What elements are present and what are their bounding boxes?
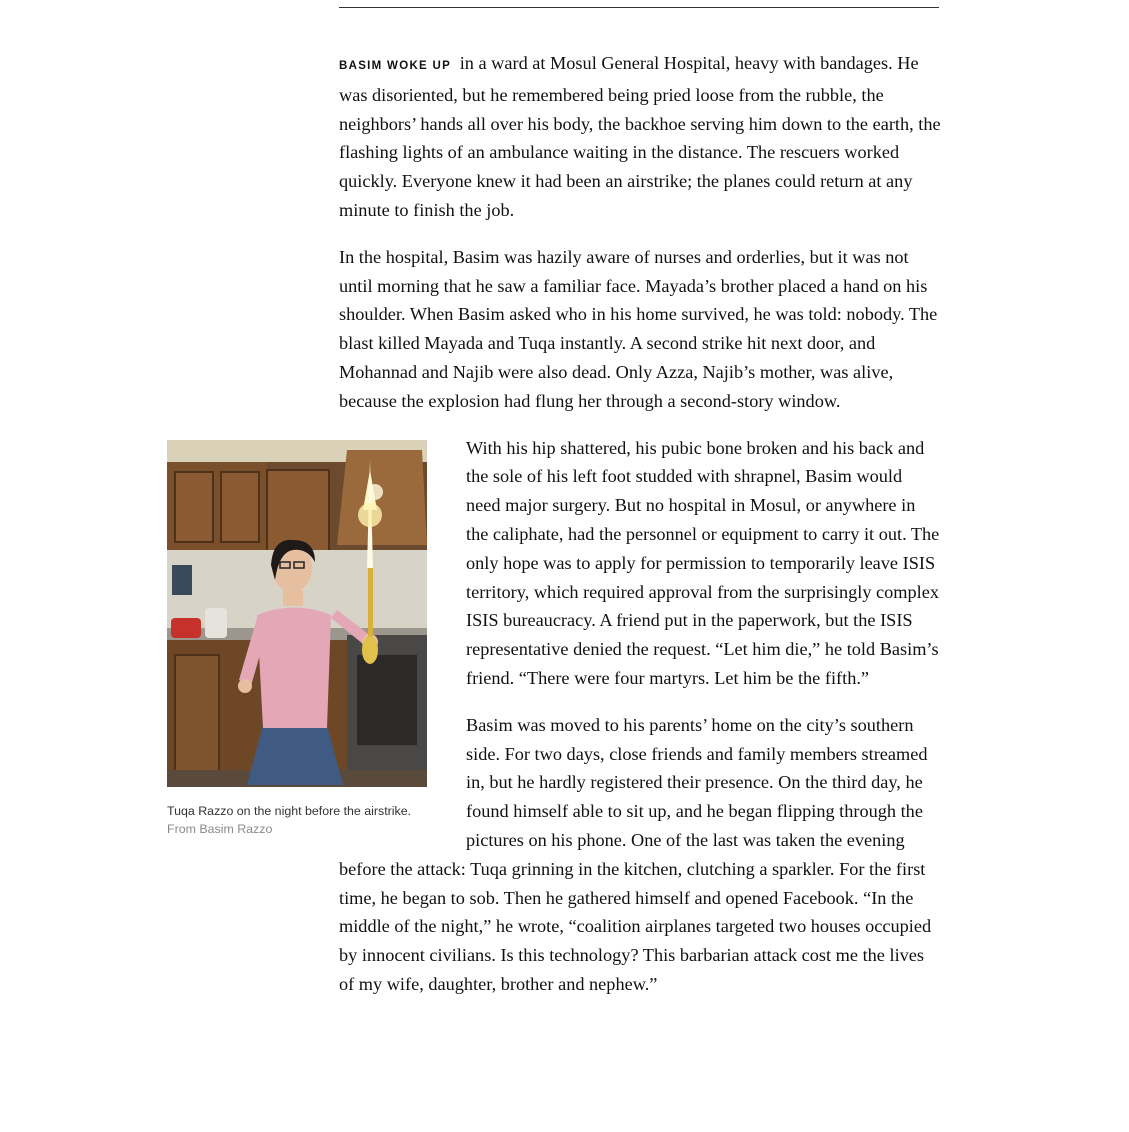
lead-in-text: BASIM WOKE UP <box>339 60 452 72</box>
caption-text: Tuqa Razzo on the night before the airstrike. <box>167 803 412 818</box>
article-paragraph-4: Basim was moved to his parents’ home on the city’s southern side. For two days, close friends and family members streamed in, but he hardly registered their presence. On the third day, he found himself able to sit up, and he began flipping through the pictures on his phone. One of the last was taken the evening before the attack: Tuqa grinning in the kitchen, clutching a sparkler. For the first time, he began to sob. Then he gathered himself and opened Facebook. “In the middle of the night,” he wrote, “coalition airplanes targeted two houses occupied by innocent civilians. Is this technology? This barbarian attack cost me the lives of my wife, daughter, brother and nephew.” <box>339 714 932 994</box>
article-paragraph-1 <box>339 49 941 225</box>
article-paragraph-3: With his hip shattered, his pubic bone broken and his back and the sole of his left foot studded with shrapnel, Basim would need major surgery. But no hospital in Mosul, or anywhere in the caliphate, had the personnel or equipment to carry it out. The only hope was to apply for permission to temporarily leave ISIS territory, which required approval from the surprisingly complex ISIS bureaucracy. A friend put in the paperwork, but the ISIS representative denied the request. “Let him die,” he told Basim’s friend. “There were four martyrs. Let him be the fifth.” <box>466 437 940 688</box>
photo-caption <box>167 802 427 838</box>
article-paragraph-2: In the hospital, Basim was hazily aware of nurses and orderlies, but it was not until morning that he saw a familiar face. Mayada’s brother placed a hand on his shoulder. When Basim asked who in his home survived, he was told: nobody. The blast killed Mayada and Tuqa instantly. A second strike hit next door, and Mohannad and Najib were also dead. Only Azza, Najib’s mother, was alive, because the explosion had flung her through a second-story window. <box>339 246 938 411</box>
top-divider <box>339 7 939 8</box>
kitchen-photo <box>167 440 427 787</box>
photo-credit: From Basim Razzo <box>167 821 273 836</box>
paragraph-1-text: in a ward at Mosul General Hospital, heavy with bandages. He was disoriented, but he remembered being pried loose from the rubble, the neighbors’ hands all over his body, the backhoe serving him down to the earth, the flashing lights of an ambulance waiting in the distance. The rescuers worked quickly. Everyone knew it had been an airstrike; the planes could return at any minute to finish the job. <box>339 53 941 220</box>
photo-figure <box>167 440 427 838</box>
article-body <box>167 49 941 1017</box>
